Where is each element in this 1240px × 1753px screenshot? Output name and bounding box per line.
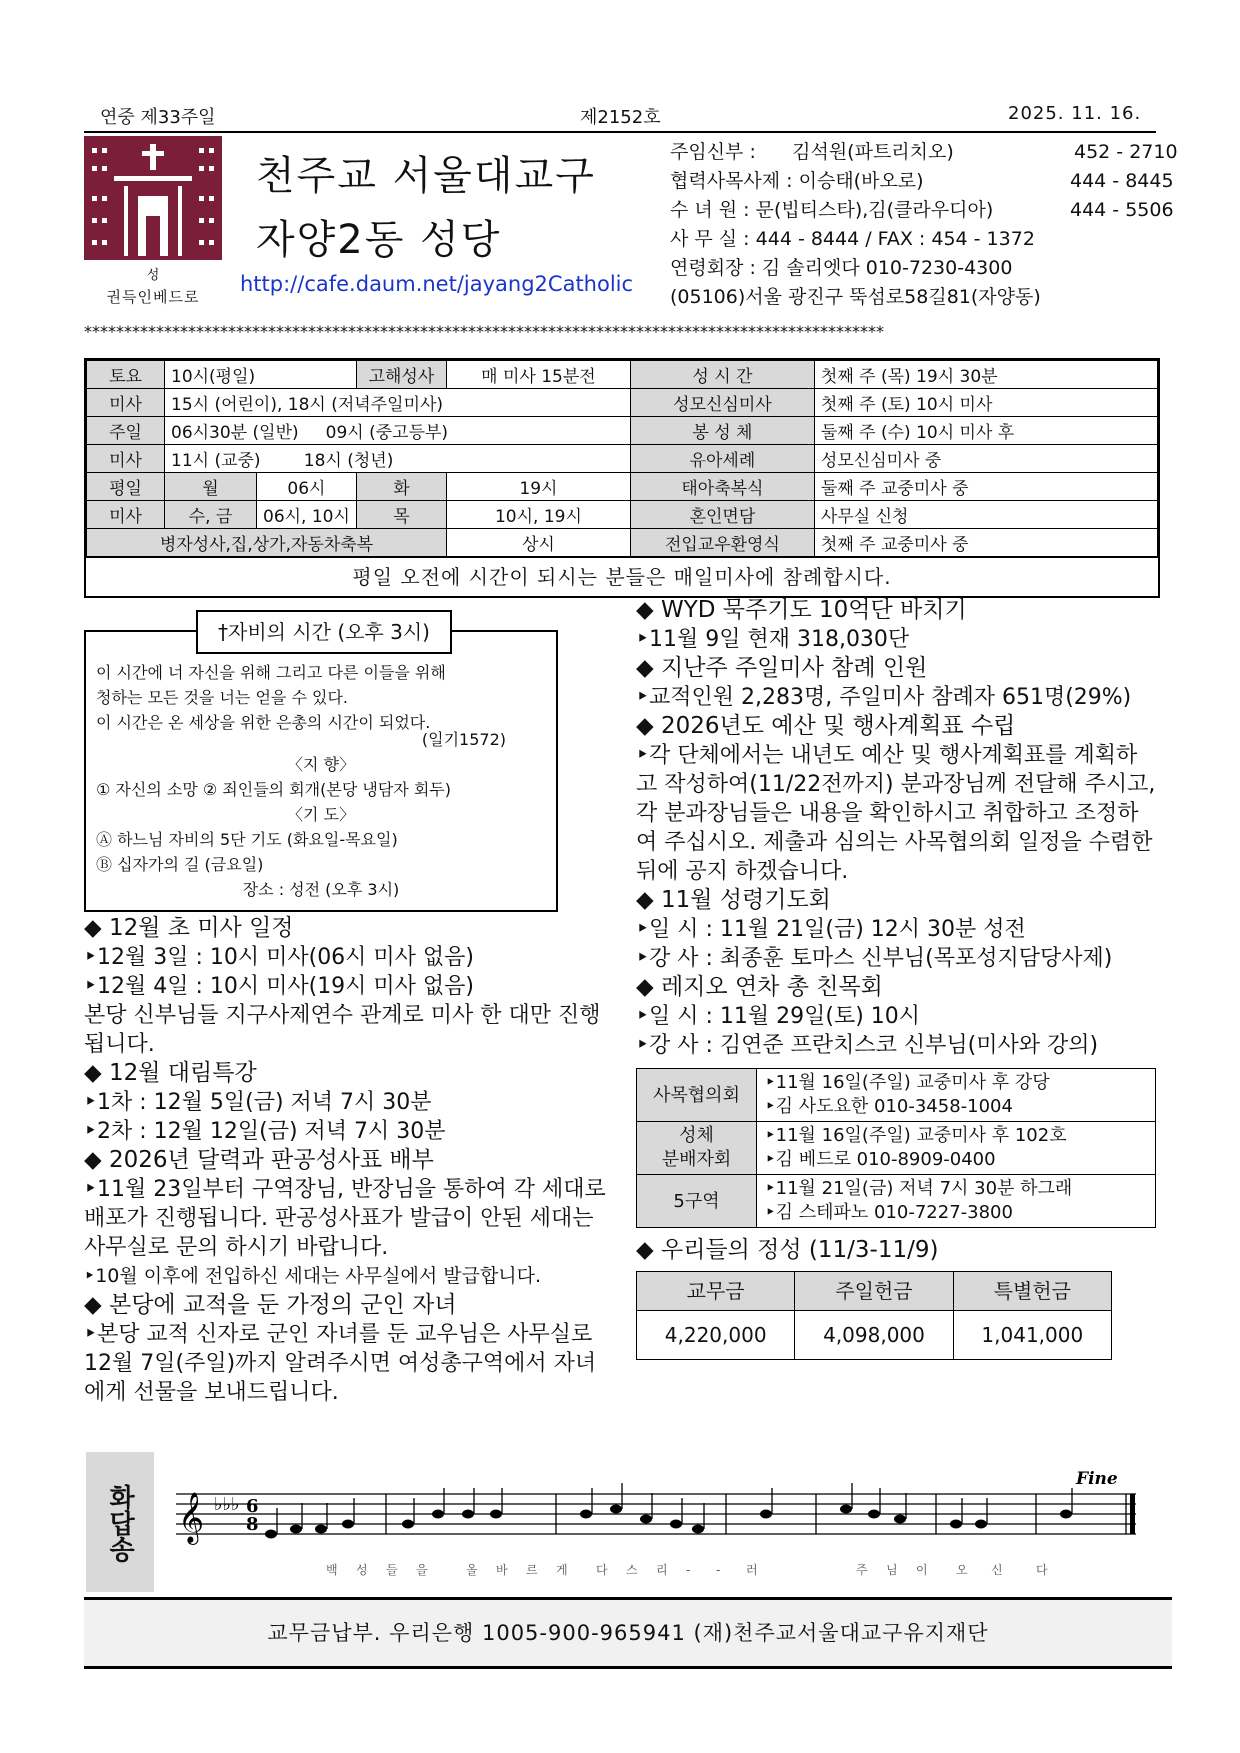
sat-row1: 10시(평일) xyxy=(165,361,357,389)
diocese-title: 천주교 서울대교구 xyxy=(256,153,596,199)
notice-item: ‣강 사 : 최종훈 토마스 신부님(목포성지담당사제) xyxy=(636,946,1113,971)
notice-item: ‣11월 9일 현재 318,030단 xyxy=(636,627,910,652)
music-note xyxy=(432,1510,444,1519)
cathedral-cross-icon xyxy=(84,136,222,260)
music-note xyxy=(265,1530,277,1539)
notice-heading: ◆ 지난주 주일미사 참례 인원 xyxy=(636,655,928,681)
lyric-syllable: 신 xyxy=(991,1563,1003,1577)
lyric-syllable: 바 xyxy=(496,1563,508,1577)
sick-label: 병자성사,집,상가,자동차축복 xyxy=(87,529,447,557)
star-divider: **************************************************************************************************** xyxy=(84,322,884,341)
contact-row: 협력사목사제 : 이승태(바오로) 444 - 8445 xyxy=(670,170,1174,192)
mercy-body xyxy=(96,660,546,902)
meeting-key: 성체 분배자회 xyxy=(637,1122,757,1175)
mass-label: 미사 xyxy=(87,389,165,417)
music-note xyxy=(315,1525,327,1534)
meeting-line: ‣11월 16일(주일) 교중미사 후 102호 xyxy=(765,1125,1067,1146)
meeting-line: ‣김 사도요한 010-3458-1004 xyxy=(765,1096,1013,1117)
mon-label: 월 xyxy=(165,473,257,501)
meeting-line: ‣김 베드로 010-8909-0400 xyxy=(765,1149,996,1170)
season-label: 연중 제33주일 xyxy=(100,107,216,128)
lyric-syllable: 오 xyxy=(956,1563,968,1577)
lyric-syllable: - xyxy=(716,1563,721,1577)
notice-heading: ◆ 12월 대림특강 xyxy=(84,1060,257,1086)
notice-heading: ◆ 2026년 달력과 판공성사표 배부 xyxy=(84,1147,434,1173)
notice-heading: ◆ 우리들의 정성 (11/3-11/9) xyxy=(636,1237,939,1263)
contact-row: 주임신부 : 김석원(파트리치오) 452 - 2710 xyxy=(670,141,1178,163)
offering-value: 4,098,000 xyxy=(795,1311,953,1360)
lyric-syllable: 성 xyxy=(356,1563,368,1577)
mercy-line: Ⓑ 십자가의 길 (금요일) xyxy=(96,855,264,874)
sun-label: 주일 xyxy=(87,417,165,445)
sat-row2: 15시 (어린이), 18시 (저녁주일미사) xyxy=(165,389,631,417)
svg-text:6: 6 xyxy=(246,1496,259,1517)
lyric-syllable: 르 xyxy=(526,1563,538,1577)
mercy-source: (일기1572) xyxy=(421,730,506,749)
notice-heading: ◆ WYD 묵주기도 10억단 바치기 xyxy=(636,597,967,623)
issue-date: 2025. 11. 16. xyxy=(1008,103,1142,124)
treble-clef-icon: 𝄞 xyxy=(178,1492,205,1543)
sched-right-key: 태아축복식 xyxy=(630,473,814,501)
lyric-syllable: 다 xyxy=(1036,1563,1048,1577)
lyric-syllable: 게 xyxy=(556,1563,568,1577)
lyric-syllable: 백 xyxy=(326,1563,338,1577)
sched-right-value: 첫째 주 (목) 19시 30분 xyxy=(814,361,1157,389)
lyric-syllable: 주 xyxy=(856,1563,868,1577)
contact-row: 수 녀 원 : 문(빕티스타),김(클라우디아) 444 - 5506 xyxy=(670,199,1174,221)
mass-label: 미사 xyxy=(87,501,165,529)
mercy-heading: 〈지 향〉 xyxy=(287,755,355,774)
sun-row1: 06시30분 (일반) 09시 (중고등부) xyxy=(165,417,631,445)
lyric-syllable: 들 xyxy=(386,1563,398,1577)
meeting-line: ‣11월 16일(주일) 교중미사 후 강당 xyxy=(765,1072,1050,1093)
lyric-syllable: 러 xyxy=(746,1563,758,1577)
music-note xyxy=(840,1505,852,1514)
bank-footer: 교무금납부. 우리은행 1005-900-965941 (재)천주교서울대교구유지재단 xyxy=(84,1597,1172,1669)
mass-label: 미사 xyxy=(87,445,165,473)
lyric-syllable: 님 xyxy=(886,1563,898,1577)
notice-item: ‣11월 23일부터 구역장님, 반장님을 통하여 각 세대로 배포가 진행됩니다. 판공성사표가 발급이 안된 세대는 사무실로 문의 하시기 바랍니다. xyxy=(84,1177,606,1260)
mercy-line: 이 시간은 온 세상을 위한 은총의 시간이 되었다. xyxy=(96,713,431,732)
notice-heading: ◆ 본당에 교적을 둔 가정의 군인 자녀 xyxy=(84,1292,457,1318)
logo-caption: 권득인베드로 xyxy=(106,288,200,306)
music-note xyxy=(402,1520,414,1529)
sched-right-key: 혼인면담 xyxy=(630,501,814,529)
offering-table xyxy=(636,1271,1112,1360)
thu-time: 10시, 19시 xyxy=(446,501,630,529)
lyric-syllable: 스 xyxy=(626,1563,638,1577)
music-note xyxy=(610,1505,622,1514)
lyric-syllable: 이 xyxy=(916,1563,928,1577)
notice-item: ‣10월 이후에 전입하신 세대는 사무실에서 발급합니다. xyxy=(84,1265,542,1287)
offering-head: 특별헌금 xyxy=(953,1272,1111,1311)
lyric-syllable: 올 xyxy=(466,1563,478,1577)
sun-row2: 11시 (교중) 18시 (청년) xyxy=(165,445,631,473)
lyric-syllable: 을 xyxy=(416,1563,428,1577)
offering-value: 1,041,000 xyxy=(953,1311,1111,1360)
music-note xyxy=(580,1510,592,1519)
notice-item: ‣일 시 : 11월 21일(금) 12시 30분 성전 xyxy=(636,917,1026,942)
mercy-heading: 〈기 도〉 xyxy=(287,805,355,824)
notice-item: ‣12월 4일 : 10시 미사(19시 미사 없음) xyxy=(84,974,475,999)
notice-heading: ◆ 11월 성령기도회 xyxy=(636,887,831,913)
music-note xyxy=(462,1510,474,1519)
wed-fri-label: 수, 금 xyxy=(165,501,257,529)
offering-head: 교무금 xyxy=(637,1272,795,1311)
tue-label: 화 xyxy=(356,473,446,501)
svg-text:♭♭♭: ♭♭♭ xyxy=(214,1494,240,1515)
sched-right-key: 봉 성 체 xyxy=(630,417,814,445)
weekday-label: 평일 xyxy=(87,473,165,501)
music-note xyxy=(692,1525,704,1534)
parish-logo xyxy=(84,136,222,260)
music-note xyxy=(1060,1510,1072,1519)
weekday-notice: 평일 오전에 시간이 되시는 분들은 매일미사에 참례합시다. xyxy=(86,557,1158,596)
meeting-key: 5구역 xyxy=(637,1175,757,1228)
mercy-line: 이 시간에 너 자신을 위해 그리고 다른 이들을 위해 xyxy=(96,663,446,682)
notice-item: ‣12월 3일 : 10시 미사(06시 미사 없음) xyxy=(84,945,475,970)
mercy-line: ① 자신의 소망 ② 죄인들의 회개(본당 냉담자 회두) xyxy=(96,780,451,799)
contact-row: (05106)서울 광진구 뚝섬로58길81(자양동) xyxy=(670,286,1041,308)
notice-heading: ◆ 12월 초 미사 일정 xyxy=(84,915,294,941)
psalm-label: 화답송 xyxy=(86,1452,154,1592)
sched-right-key: 성모신심미사 xyxy=(630,389,814,417)
music-note xyxy=(640,1515,652,1524)
sick-value: 상시 xyxy=(446,529,630,557)
music-note xyxy=(975,1520,987,1529)
lyric-syllable: 리 xyxy=(656,1563,668,1577)
header-rule xyxy=(84,131,1156,133)
notice-heading: ◆ 레지오 연차 총 친목회 xyxy=(636,974,883,1000)
sched-right-value: 첫째 주 (토) 10시 미사 xyxy=(814,389,1157,417)
logo-caption-small: 성 xyxy=(146,268,160,283)
sched-right-value: 첫째 주 교중미사 중 xyxy=(814,529,1157,557)
parish-title: 자양2동 성당 xyxy=(256,217,502,263)
sched-right-key: 유아세례 xyxy=(630,445,814,473)
music-note xyxy=(290,1525,302,1534)
music-note xyxy=(894,1515,906,1524)
sat-label: 토요 xyxy=(87,361,165,389)
contact-row: 연령회장 : 김 솔리엣다 010-7230-4300 xyxy=(670,257,1013,279)
mercy-title: †자비의 시간 (오후 3시) xyxy=(196,610,452,654)
sched-right-value: 둘째 주 교중미사 중 xyxy=(814,473,1157,501)
offering-value: 4,220,000 xyxy=(637,1311,795,1360)
left-notices xyxy=(84,914,606,1407)
svg-text:8: 8 xyxy=(246,1514,259,1535)
wed-fri-time: 06시, 10시 xyxy=(257,501,357,529)
sched-right-key: 성 시 간 xyxy=(630,361,814,389)
notice-item: ‣1차 : 12월 5일(금) 저녁 7시 30분 xyxy=(84,1090,432,1115)
mercy-place: 장소 : 성전 (오후 3시) xyxy=(242,880,400,899)
notice-item: ‣강 사 : 김연준 프란치스코 신부님(미사와 강의) xyxy=(636,1033,1099,1058)
contact-list xyxy=(670,138,1178,312)
issue-number: 제2152호 xyxy=(580,107,661,128)
notice-text: 본당 신부님들 지구사제연수 관계로 미사 한 대만 진행됩니다. xyxy=(84,1003,601,1057)
meeting-line: ‣김 스테파노 010-7227-3800 xyxy=(765,1202,1013,1223)
sched-right-value: 사무실 신청 xyxy=(814,501,1157,529)
music-note xyxy=(950,1520,962,1529)
music-note xyxy=(490,1510,502,1519)
confession-label: 고해성사 xyxy=(356,361,446,389)
sched-right-value: 둘째 주 (수) 10시 미사 후 xyxy=(814,417,1157,445)
mass-schedule xyxy=(84,358,1160,598)
right-notices xyxy=(636,596,1156,1360)
notice-heading: ◆ 2026년도 예산 및 행사계획표 수립 xyxy=(636,713,1016,739)
offering-head: 주일헌금 xyxy=(795,1272,953,1311)
notice-item: ‣교적인원 2,283명, 주일미사 참례자 651명(29%) xyxy=(636,685,1132,710)
confession-value: 매 미사 15분전 xyxy=(446,361,630,389)
contact-row: 사 무 실 : 444 - 8444 / FAX : 454 - 1372 xyxy=(670,228,1035,250)
notice-item: ‣2차 : 12월 12일(금) 저녁 7시 30분 xyxy=(84,1119,446,1144)
fine-mark: Fine xyxy=(1076,1469,1118,1489)
parish-url[interactable]: http://cafe.daum.net/jayang2Catholic xyxy=(240,272,634,296)
music-note xyxy=(342,1520,354,1529)
mon-time: 06시 xyxy=(257,473,357,501)
thu-label: 목 xyxy=(356,501,446,529)
music-note xyxy=(670,1520,682,1529)
lyric-syllable: - xyxy=(686,1563,691,1577)
sched-right-key: 전입교우환영식 xyxy=(630,529,814,557)
music-staff xyxy=(86,1452,1164,1592)
staff-svg xyxy=(86,1452,1164,1592)
meeting-line: ‣11월 21일(금) 저녁 7시 30분 하그래 xyxy=(765,1178,1073,1199)
notice-item: ‣본당 교적 신자로 군인 자녀를 둔 교우님은 사무실로 12월 7일(주일)까지 알려주시면 여성총구역에서 자녀에게 선물을 보내드립니다. xyxy=(84,1322,597,1405)
lyric-syllable: 다 xyxy=(596,1563,608,1577)
music-note xyxy=(760,1510,772,1519)
notice-item: ‣각 단체에서는 내년도 예산 및 행사계획표를 계획하고 작성하여(11/22전까지) 분과장님께 전달해 주시고, 각 분과장님들은 내용을 확인하시고 취합하고 조정하여 주십시오. 제출과 심의는 사목협의회 일정을 수렴한 뒤에 공지 하겠습니다. xyxy=(636,743,1156,884)
music-note xyxy=(868,1510,880,1519)
notice-item: ‣일 시 : 11월 29일(토) 10시 xyxy=(636,1004,921,1029)
sched-right-value: 성모신심미사 중 xyxy=(814,445,1157,473)
tue-time: 19시 xyxy=(446,473,630,501)
mercy-line: 청하는 모든 것을 너는 얻을 수 있다. xyxy=(96,688,348,707)
meeting-key: 사목협의회 xyxy=(637,1069,757,1122)
mercy-line: Ⓐ 하느님 자비의 5단 기도 (화요일-목요일) xyxy=(96,830,398,849)
meeting-table xyxy=(636,1068,1156,1228)
